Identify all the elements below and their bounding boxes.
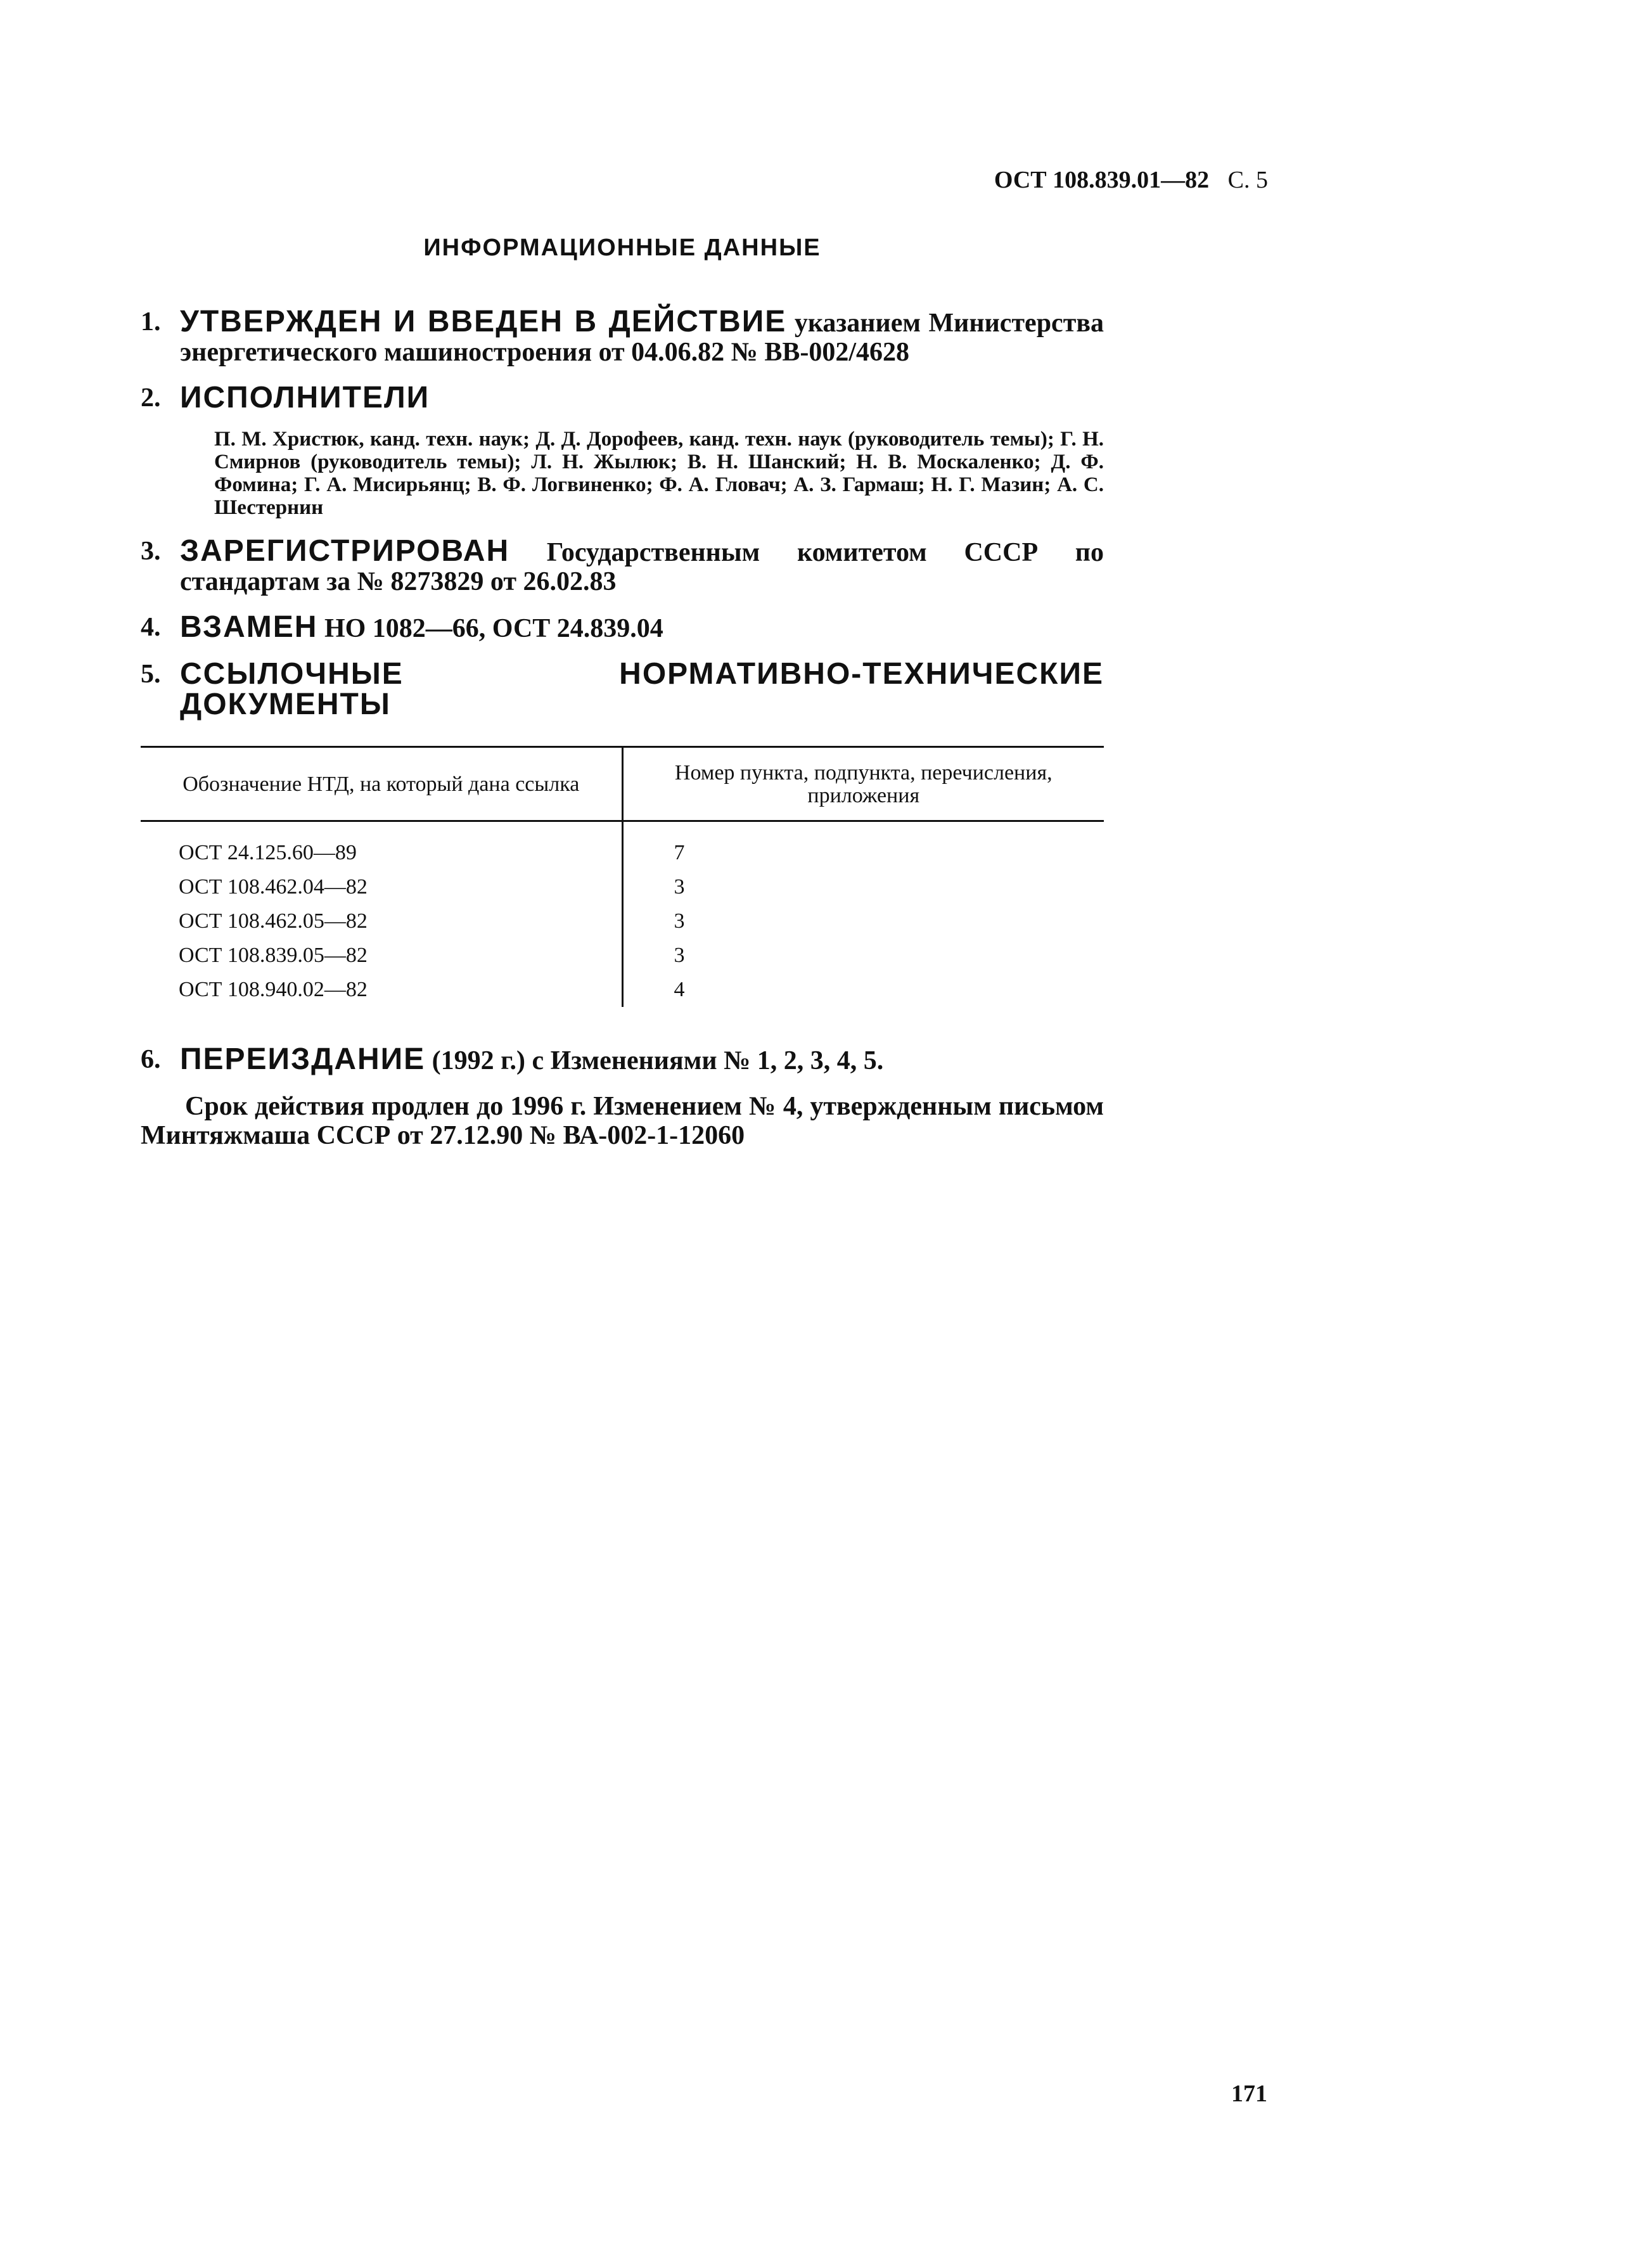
table-cell-designation: ОСТ 108.839.05—82 [141, 939, 622, 973]
column-header-clause: Номер пункта, подпункта, перечисления, приложения [622, 747, 1104, 821]
validity-note: Срок действия продлен до 1996 г. Изменением № 4, утвержденным письмом Минтяжмаша СССР от 27.12.90 № ВА-002-1-12060 [141, 1092, 1104, 1150]
table-row [141, 973, 1104, 1007]
table-row [141, 939, 1104, 973]
item-references [141, 657, 1104, 721]
section-title: ИНФОРМАЦИОННЫЕ ДАННЫЕ [423, 234, 821, 261]
item-number: 3. [141, 537, 161, 566]
item-number: 6. [141, 1045, 161, 1074]
item-text: Государственным комитетом СССР по стандартам за № 8273829 от 26.02.83 [180, 538, 1104, 596]
item-approved [141, 307, 1104, 367]
item-heading: ПЕРЕИЗДАНИЕ [180, 1042, 426, 1076]
table-cell-clause: 3 [674, 909, 685, 933]
column-header-designation: Обозначение НТД, на который дана ссылка [141, 747, 622, 821]
item-text: НО 1082—66, ОСТ 24.839.04 [324, 614, 663, 643]
item-heading: УТВЕРЖДЕН И ВВЕДЕН В ДЕЙСТВИЕ [180, 305, 787, 338]
table-header-row [141, 747, 1104, 821]
document-body [141, 234, 1104, 1150]
item-text: (1992 г.) с Изменениями № 1, 2, 3, 4, 5. [432, 1046, 884, 1075]
table-cell-designation: ОСТ 108.940.02—82 [141, 973, 622, 1007]
table-row [141, 821, 1104, 871]
table-cell-clause: 3 [674, 875, 685, 899]
item-heading: ЗАРЕГИСТРИРОВАН [180, 534, 510, 568]
folio-number: 171 [1231, 2080, 1267, 2107]
table-cell-designation: ОСТ 108.462.04—82 [141, 870, 622, 904]
item-number: 2. [141, 383, 161, 413]
item-executors [141, 383, 1104, 414]
table-cell-clause: 7 [674, 841, 685, 864]
item-heading: ИСПОЛНИТЕЛИ [180, 381, 430, 414]
item-registered [141, 534, 1104, 596]
table-cell-clause: 4 [674, 978, 685, 1001]
executors-list: П. М. Христюк, канд. техн. наук; Д. Д. Дорофеев, канд. техн. наук (руководитель темы); Г. Н. Смирнов (руководитель темы); Л. Н. Жылюк; В. Н. Шанский; Н. В. Москаленко; Д. Ф. Фомина; Г. А. Мисирьянц; В. Ф. Логвиненко; Ф. А. Гловач; А. З. Гармаш; Н. Г. Мазин; А. С. Шестернин [214, 428, 1104, 519]
item-heading: ВЗАМЕН [180, 610, 318, 644]
table-cell-designation: ОСТ 108.462.05—82 [141, 904, 622, 939]
page-number: С. 5 [1227, 167, 1268, 193]
item-reissue [141, 1042, 1104, 1076]
references-table [141, 746, 1104, 1007]
table-cell-designation: ОСТ 24.125.60—89 [141, 821, 622, 871]
table-cell-clause: 3 [674, 944, 685, 967]
item-heading: ССЫЛОЧНЫЕ НОРМАТИВНО-ТЕХНИЧЕСКИЕ ДОКУМЕНТЫ [180, 657, 1104, 721]
item-number: 5. [141, 660, 161, 689]
item-number: 4. [141, 613, 161, 642]
item-number: 1. [141, 307, 161, 336]
document-code: ОСТ 108.839.01—82 [994, 167, 1210, 193]
item-text: указанием Министерства энергетического машиностроения от 04.06.82 № ВВ-002/4628 [180, 309, 1104, 367]
page-header [994, 166, 1268, 194]
item-replaced [141, 610, 1104, 644]
table-row [141, 870, 1104, 904]
table-row [141, 904, 1104, 939]
